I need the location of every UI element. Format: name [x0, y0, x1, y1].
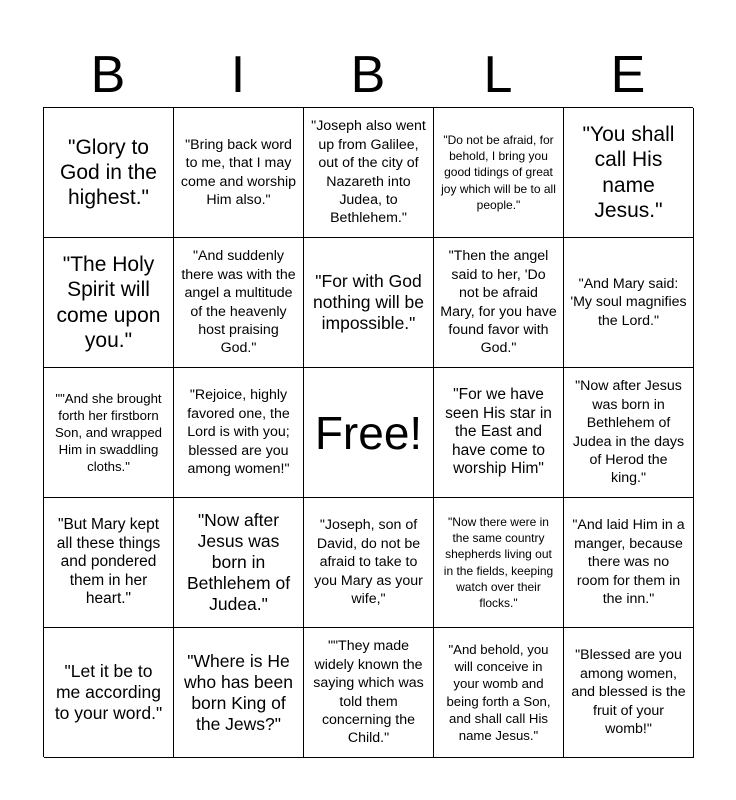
cell-text: "The Holy Spirit will come upon you." [56, 253, 161, 352]
cell-text: "And suddenly there was with the angel a multitude of the heavenly host praising God." [181, 248, 296, 357]
header-letter-b2: B [350, 46, 386, 104]
bingo-cell[interactable] [434, 238, 564, 368]
header-letter-i: I [230, 46, 246, 104]
header-letter-e: E [610, 46, 646, 104]
bingo-cell[interactable] [174, 628, 304, 758]
cell-text: "Rejoice, highly favored one, the Lord is with you; blessed are you among women!" [187, 387, 290, 478]
bingo-cell[interactable] [564, 238, 694, 368]
bingo-cell[interactable] [174, 238, 304, 368]
cell-text: "Then the angel said to her, 'Do not be afraid Mary, for you have found favor with God." [440, 248, 557, 357]
cell-text: "And behold, you will conceive in your womb and being forth a Son, and shall call His name Jesus." [446, 642, 551, 743]
cell-text: "For we have seen His star in the East and have come to worship Him" [445, 386, 552, 478]
bingo-header [43, 42, 693, 108]
header-letter-b1: B [90, 46, 126, 104]
bingo-cell[interactable] [44, 238, 174, 368]
cell-text: "Joseph, son of David, do not be afraid to take to you Mary as your wife," [314, 517, 423, 608]
bingo-card-grid [43, 107, 693, 757]
cell-text: "Let it be to me according to your word." [54, 661, 163, 723]
bingo-cell[interactable] [304, 238, 434, 368]
bingo-cell[interactable] [434, 108, 564, 238]
bingo-cell[interactable] [174, 498, 304, 628]
cell-text: "Where is He who has been born King of the Jews?" [184, 650, 293, 734]
bingo-cell[interactable] [564, 108, 694, 238]
cell-text: "But Mary kept all these things and pondered them in her heart." [56, 516, 161, 608]
bingo-cell[interactable] [564, 498, 694, 628]
cell-text: "Do not be afraid, for behold, I bring you good tidings of great joy which will be to all people." [441, 133, 556, 212]
cell-text: "For with God nothing will be impossible." [313, 271, 424, 333]
bingo-cell[interactable] [174, 368, 304, 498]
cell-text: "You shall call His name Jesus." [582, 123, 675, 222]
cell-text: "Glory to God in the highest." [60, 135, 157, 210]
bingo-cell[interactable] [434, 368, 564, 498]
cell-text: "And Mary said: 'My soul magnifies the Lord." [570, 275, 687, 329]
free-space-label: Free! [314, 406, 423, 459]
bingo-cell[interactable] [44, 108, 174, 238]
bingo-cell[interactable] [44, 628, 174, 758]
bingo-cell[interactable] [564, 628, 694, 758]
bingo-cell[interactable] [174, 108, 304, 238]
bingo-cell[interactable] [434, 498, 564, 628]
bingo-cell[interactable] [564, 368, 694, 498]
cell-text: "Now after Jesus was born in Bethlehem of Judea in the days of Herod the king." [572, 378, 685, 487]
bingo-cell[interactable] [44, 368, 174, 498]
bingo-cell[interactable] [434, 628, 564, 758]
bingo-cell[interactable] [44, 498, 174, 628]
bingo-cell[interactable] [304, 498, 434, 628]
cell-text: ""They made widely known the saying which was told them concerning the Child." [313, 638, 424, 747]
cell-text: "Joseph also went up from Galilee, out of the city of Nazareth into Judea, to Bethlehem." [311, 118, 426, 227]
free-space-cell[interactable] [304, 368, 434, 498]
cell-text: "Blessed are you among women, and blessed is the fruit of your womb!" [571, 647, 686, 738]
header-letter-l: L [483, 46, 513, 104]
cell-text: "And laid Him in a manger, because there was no room for them in the inn." [572, 517, 685, 608]
cell-text: "Now after Jesus was born in Bethlehem of Judea." [186, 510, 291, 614]
cell-text: "Now there were in the same country shepherds living out in the fields, keeping watch over their flocks." [443, 514, 554, 610]
bingo-cell[interactable] [304, 628, 434, 758]
cell-text: ""And she brought forth her firstborn Son, and wrapped Him in swaddling cloths." [54, 390, 163, 475]
bingo-cell[interactable] [304, 108, 434, 238]
cell-text: "Bring back word to me, that I may come and worship Him also." [180, 136, 297, 208]
